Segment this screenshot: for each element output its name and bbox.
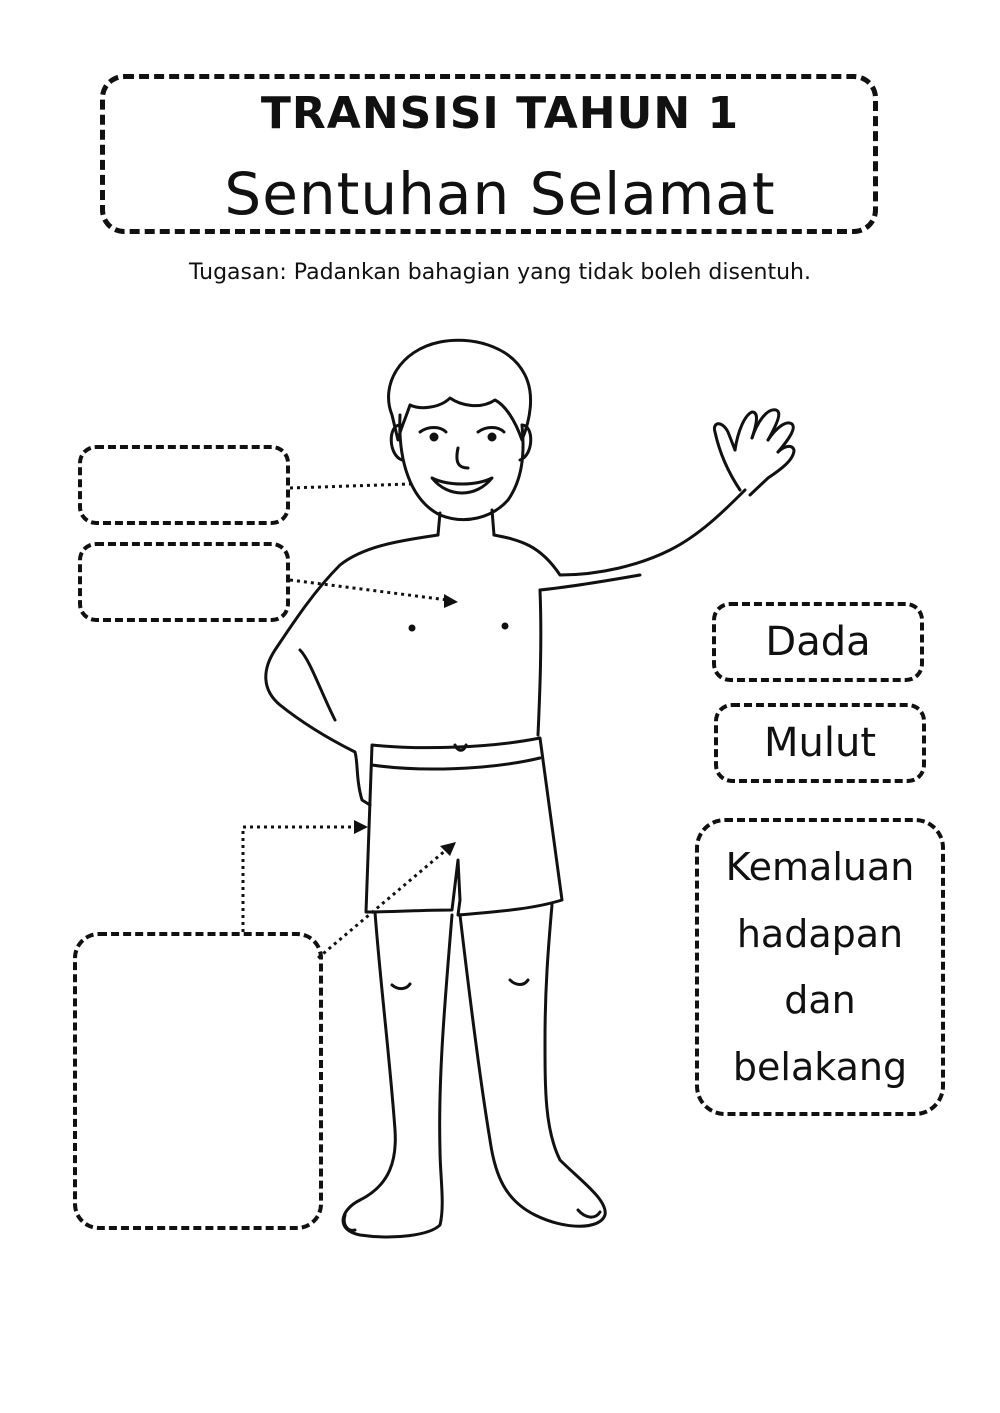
label-card-dada[interactable] xyxy=(712,602,924,682)
answer-blank-2[interactable] xyxy=(78,542,290,622)
label-mulut-text: Mulut xyxy=(763,720,876,766)
boy-hair xyxy=(389,340,531,440)
worksheet-title: TRANSISI TAHUN 1 xyxy=(260,88,740,139)
label-kemaluan-text: Kemaluan hadapan dan belakang xyxy=(725,845,915,1089)
worksheet-subtitle: Sentuhan Selamat xyxy=(224,160,776,228)
arrow-head-back xyxy=(354,820,368,834)
answer-blank-3[interactable] xyxy=(73,932,323,1230)
boy-mouth xyxy=(432,478,492,493)
boy-torso xyxy=(266,535,438,805)
label-dada-text: Dada xyxy=(765,619,871,665)
boy-right-leg xyxy=(460,905,605,1226)
label-card-mulut[interactable] xyxy=(714,703,926,783)
answer-blank-1[interactable] xyxy=(78,445,290,525)
boy-left-leg xyxy=(343,912,452,1237)
connector-line-mouth xyxy=(290,484,410,488)
task-instructions: Tugasan: Padankan bahagian yang tidak boleh disentuh. xyxy=(189,260,811,285)
label-card-kemaluan[interactable] xyxy=(695,818,945,1116)
connector-line-front xyxy=(318,850,446,958)
connector-line-back xyxy=(243,827,358,932)
arrow-head-chest xyxy=(444,594,458,608)
boy-shorts xyxy=(366,738,562,915)
